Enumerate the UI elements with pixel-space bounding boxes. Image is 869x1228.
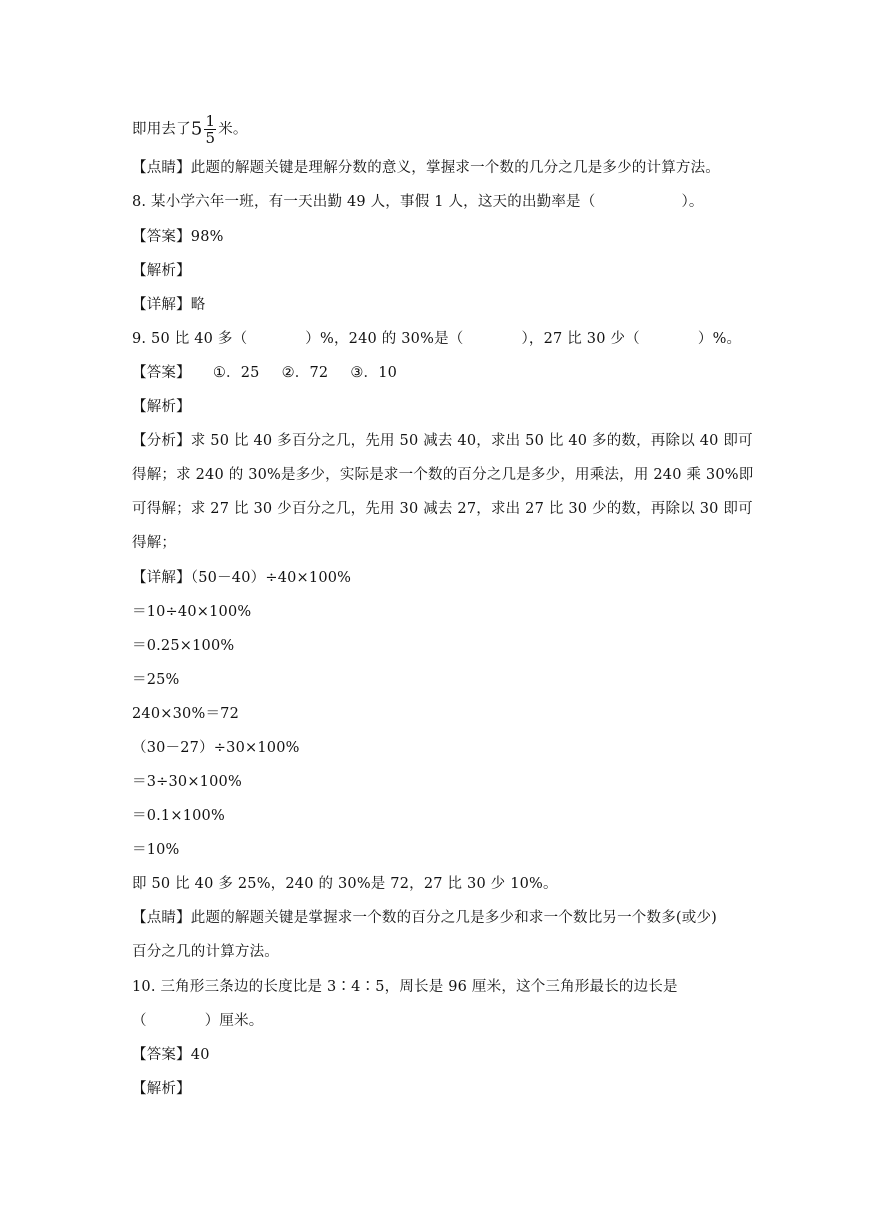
question-10-tail: ）厘米。 <box>204 1013 264 1029</box>
analysis-9-line-3: 可得解；求 27 比 30 少百分之几，先用 30 减去 27，求出 27 比 30 少的数，再除以 30 即可 <box>132 501 753 517</box>
detail-9-step-6: （30－27）÷30×100% <box>132 740 300 756</box>
analysis-heading-8: 【解析】 <box>132 263 191 279</box>
detail-9-conclusion: 即 50 比 40 多 25%，240 的 30%是 72，27 比 30 少 10%。 <box>132 876 558 892</box>
question-9-part3: ），27 比 30 少（ <box>521 331 640 347</box>
detail-8: 【详解】略 <box>132 297 206 313</box>
dianjing-note-7: 【点睛】此题的解题关键是理解分数的意义，掌握求一个数的几分之几是多少的计算方法。 <box>132 160 720 176</box>
question-9-part1: 9. 50 比 40 多（ <box>132 331 248 347</box>
analysis-heading-10: 【解析】 <box>132 1081 191 1097</box>
detail-9-step-5: 240×30%＝72 <box>132 706 240 722</box>
answer-9 <box>132 363 397 383</box>
detail-9-step-9: ＝10% <box>132 842 180 858</box>
fraction <box>204 113 216 146</box>
question-8-text: 8. 某小学六年一班，有一天出勤 49 人，事假 1 人，这天的出勤率是（ <box>132 194 596 210</box>
question-8-tail: ）。 <box>681 194 704 210</box>
detail-9-step-2: ＝10÷40×100% <box>132 604 252 620</box>
dianjing-note-9-line-2: 百分之几的计算方法。 <box>132 944 279 960</box>
text-prefix: 即用去了 <box>132 121 191 138</box>
detail-9-step-8: ＝0.1×100% <box>132 808 225 824</box>
question-9-part4: ）%。 <box>697 331 742 347</box>
dianjing-note-9-line-1: 【点睛】此题的解题关键是掌握求一个数的百分之几是多少和求一个数比另一个数多(或少) <box>132 910 718 926</box>
analysis-9-line-2: 得解；求 240 的 30%是多少，实际是求一个数的百分之几是多少，用乘法，用 240 乘 30%即 <box>132 467 754 483</box>
answer-9-c: ③．10 <box>350 365 398 381</box>
answer-10: 【答案】40 <box>132 1047 210 1063</box>
fraction-denominator: 5 <box>205 129 216 147</box>
answer-9-b: ②．72 <box>281 365 329 381</box>
fraction-numerator: 1 <box>205 112 216 130</box>
question-10-open: （ <box>132 1013 147 1029</box>
question-9-part2: ）%，240 的 30%是（ <box>305 331 464 347</box>
answer-8: 【答案】98% <box>132 229 224 245</box>
analysis-9-line-4: 得解； <box>132 535 177 551</box>
detail-9-step-1: 【详解】（50－40）÷40×100% <box>132 570 352 586</box>
text-suffix: 米。 <box>218 121 248 138</box>
analysis-9-line-1: 【分析】求 50 比 40 多百分之几，先用 50 减去 40，求出 50 比 40 多的数，再除以 40 即可 <box>132 433 753 449</box>
answer-9-a: ①．25 <box>212 365 260 381</box>
detail-9-step-7: ＝3÷30×100% <box>132 774 242 790</box>
analysis-heading-9: 【解析】 <box>132 399 191 415</box>
answer-label: 【答案】 <box>132 365 191 381</box>
detail-9-step-4: ＝25% <box>132 672 180 688</box>
mixed-number-whole: 5 <box>190 118 203 140</box>
detail-9-step-3: ＝0.25×100% <box>132 638 235 654</box>
question-10-line-1: 10. 三角形三条边的长度比是 3∶4∶5，周长是 96 厘米，这个三角形最长的边长是 <box>132 979 678 995</box>
line-fraction-result <box>132 113 248 146</box>
question-9 <box>132 329 741 349</box>
question-10-line-2 <box>132 1011 264 1031</box>
question-8 <box>132 192 704 212</box>
